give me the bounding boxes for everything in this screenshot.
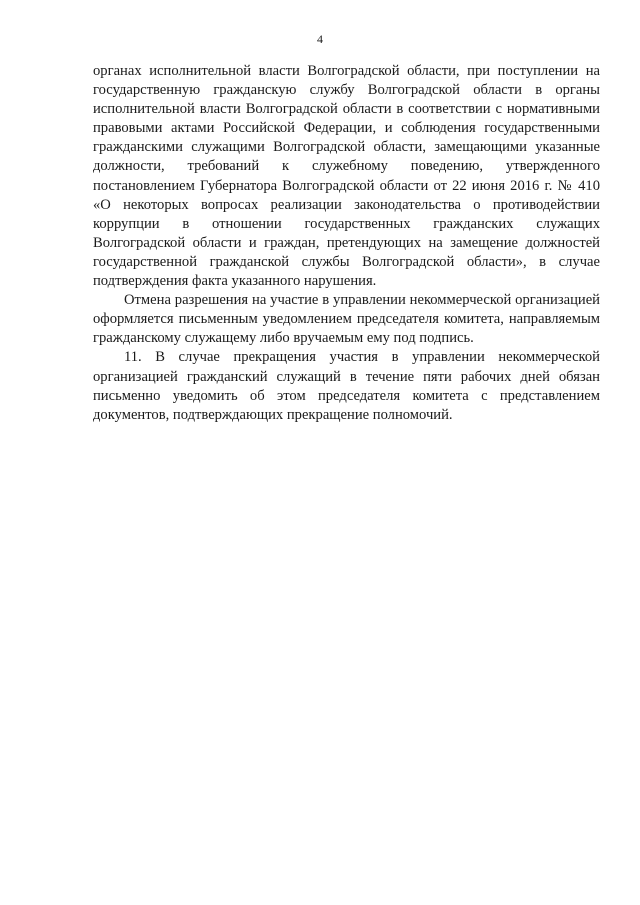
paragraph-item-11: 11. В случае прекращения участия в управлении некоммерческой организацией гражданский служащий в течение пяти рабочих дней обязан письменно уведомить об этом председателя комитета с представлением документов, подтверждающих прекращение полномочий.	[93, 349, 600, 423]
page-number: 4	[317, 32, 323, 46]
paragraph-permission-revocation: Отмена разрешения на участие в управлении некоммерческой организацией оформляется письменным уведомлением председателя комитета, направляемым гражданскому служащему либо вручаемым ему под подпись.	[93, 292, 600, 347]
paragraph-continued: органах исполнительной власти Волгоградской области, при поступлении на государственную гражданскую службу Волгоградской области в органы исполнительной власти Волгоградской области в соответствии с нормативными правовыми актами Российской Федерации, и соблюдения государственными гражданскими служащими Волгоградской области, замещающими указанные должности, требований к служебному поведению, утвержденного постановлением Губернатора Волгоградской области от 22 июня 2016 г. № 410 «О некоторых вопросах реализации законодательства о противодействии коррупции в отношении государственных гражданских служащих Волгоградской области и граждан, претендующих на замещение должностей государственной гражданской службы Волгоградской области», в случае подтверждения факта указанного нарушения.	[93, 63, 600, 290]
document-body	[93, 62, 600, 425]
